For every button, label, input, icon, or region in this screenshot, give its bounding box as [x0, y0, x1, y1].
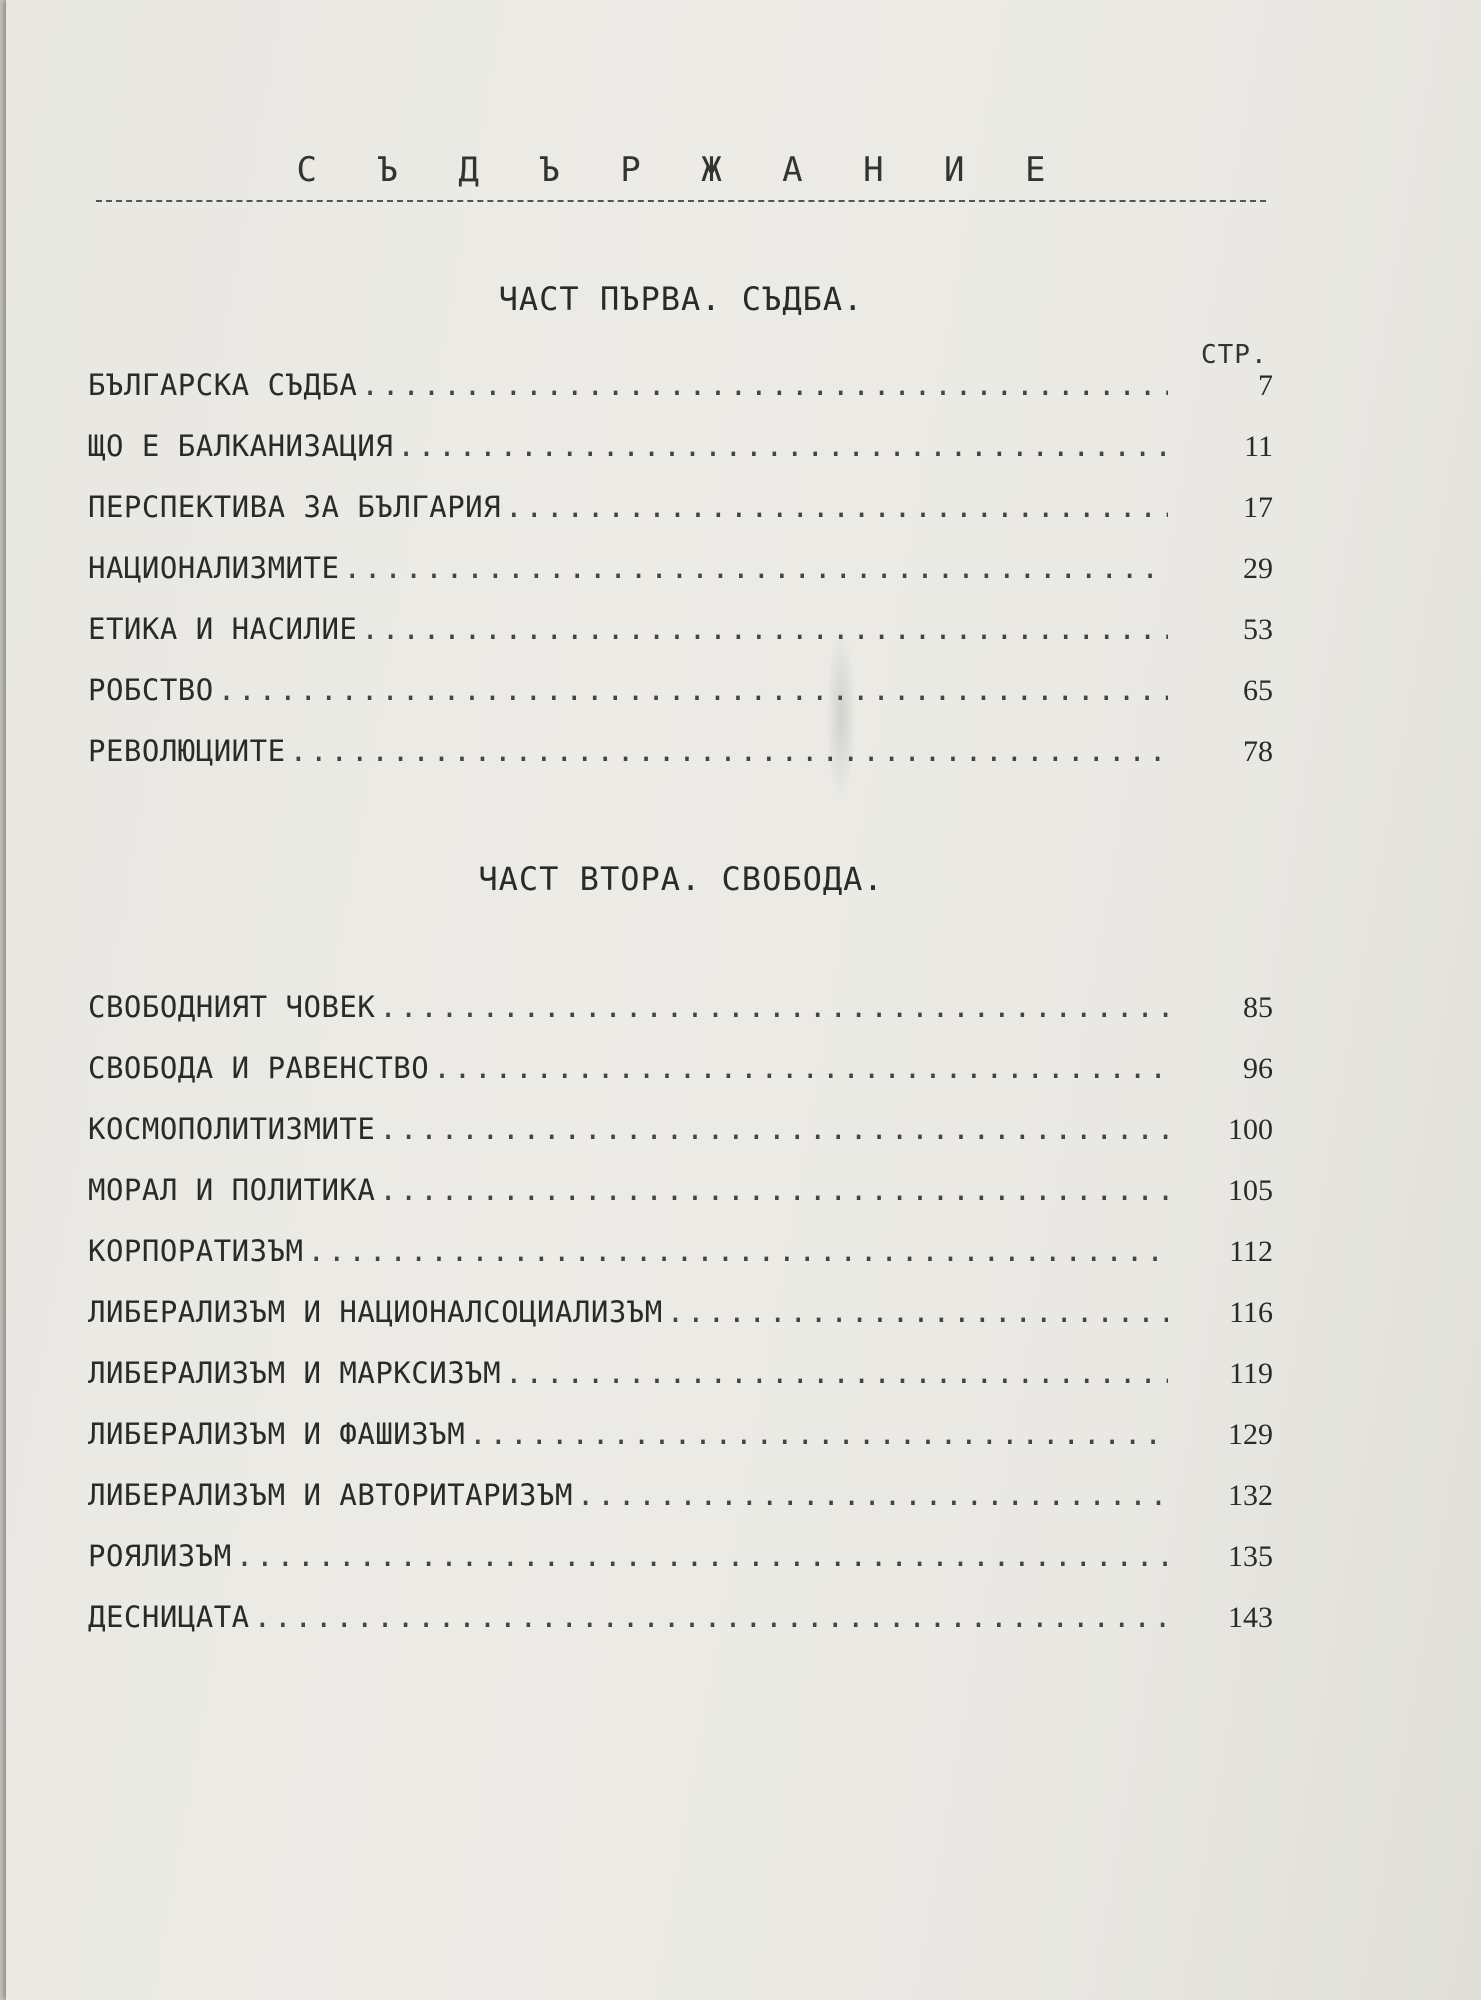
toc-part-one: [88, 368, 1273, 795]
toc-entry-title: ПЕРСПЕКТИВА ЗА БЪЛГАРИЯ: [88, 490, 502, 524]
toc-entry-page: 143: [1228, 1601, 1273, 1634]
toc-part-two: [88, 990, 1273, 1661]
toc-entry-title: РОБСТВО: [88, 673, 214, 707]
toc-entry-page: 132: [1228, 1479, 1273, 1512]
dot-leader: [505, 1356, 1168, 1390]
part-two-heading: ЧАСТ ВТОРА. СВОБОДА.: [478, 860, 884, 898]
toc-entry-page: 85: [1243, 991, 1273, 1024]
toc-entry: [88, 429, 1273, 490]
toc-entry: [88, 1600, 1273, 1661]
dot-leader: [397, 429, 1168, 463]
toc-entry-page: 105: [1228, 1174, 1273, 1207]
page-title: С Ъ Д Ъ Р Ж А Н И Е: [296, 150, 1066, 190]
toc-entry-page: 112: [1229, 1235, 1273, 1268]
toc-entry-title: ЛИБЕРАЛИЗЪМ И МАРКСИЗЪМ: [88, 1356, 502, 1390]
toc-entry-page: 65: [1243, 674, 1273, 707]
toc-entry-page: 17: [1243, 491, 1273, 524]
toc-entry: [88, 1112, 1273, 1173]
toc-entry-title: КОСМОПОЛИТИЗМИТЕ: [88, 1112, 376, 1146]
dot-leader: [577, 1478, 1168, 1512]
document-page: [6, 0, 1481, 2000]
dot-leader: [505, 490, 1168, 524]
toc-entry-title: СВОБОДНИЯТ ЧОВЕК: [88, 990, 376, 1024]
toc-entry-title: ДЕСНИЦАТА: [88, 1600, 250, 1634]
toc-entry: [88, 1234, 1273, 1295]
toc-entry: [88, 551, 1273, 612]
toc-entry-page: 29: [1243, 552, 1273, 585]
dot-leader: [254, 1600, 1168, 1634]
ink-smudge: [826, 630, 856, 800]
toc-entry-title: ЩО Е БАЛКАНИЗАЦИЯ: [88, 429, 394, 463]
toc-entry-title: РОЯЛИЗЪМ: [88, 1539, 232, 1573]
dashed-divider: [96, 200, 1266, 202]
dot-leader: [343, 551, 1168, 585]
toc-entry-title: СВОБОДА И РАВЕНСТВО: [88, 1051, 430, 1085]
toc-entry-page: 119: [1229, 1357, 1273, 1390]
toc-entry-page: 100: [1228, 1113, 1273, 1146]
dot-leader: [433, 1051, 1168, 1085]
toc-entry-title: ЛИБЕРАЛИЗЪМ И ФАШИЗЪМ: [88, 1417, 466, 1451]
toc-entry-page: 11: [1244, 430, 1273, 463]
toc-entry-page: 135: [1228, 1540, 1273, 1573]
toc-entry-page: 116: [1229, 1296, 1273, 1329]
toc-entry-page: 7: [1258, 369, 1273, 402]
dot-leader: [218, 673, 1168, 707]
toc-entry: [88, 1478, 1273, 1539]
dot-leader: [379, 1112, 1168, 1146]
toc-entry-title: ЛИБЕРАЛИЗЪМ И АВТОРИТАРИЗЪМ: [88, 1478, 573, 1512]
dot-leader: [361, 612, 1168, 646]
toc-entry-title: МОРАЛ И ПОЛИТИКА: [88, 1173, 376, 1207]
dot-leader: [308, 1234, 1168, 1268]
toc-entry-title: ЛИБЕРАЛИЗЪМ И НАЦИОНАЛСОЦИАЛИЗЪМ: [88, 1295, 663, 1329]
toc-entry-page: 129: [1228, 1418, 1273, 1451]
toc-entry: [88, 1356, 1273, 1417]
toc-entry-page: 78: [1243, 735, 1273, 768]
toc-entry: [88, 612, 1273, 673]
toc-entry-title: БЪЛГАРСКА СЪДБА: [88, 368, 358, 402]
page-column-label: СТР.: [1201, 340, 1268, 370]
toc-entry: [88, 1539, 1273, 1600]
toc-entry: [88, 990, 1273, 1051]
toc-entry: [88, 1295, 1273, 1356]
toc-entry: [88, 1417, 1273, 1478]
part-one-heading: ЧАСТ ПЪРВА. СЪДБА.: [498, 280, 864, 318]
dot-leader: [667, 1295, 1168, 1329]
toc-entry-title: НАЦИОНАЛИЗМИТЕ: [88, 551, 340, 585]
dot-leader: [469, 1417, 1168, 1451]
toc-entry: [88, 490, 1273, 551]
toc-entry-title: ЕТИКА И НАСИЛИЕ: [88, 612, 358, 646]
toc-entry: [88, 734, 1273, 795]
dot-leader: [379, 990, 1168, 1024]
dot-leader: [290, 734, 1168, 768]
toc-entry-page: 53: [1243, 613, 1273, 646]
toc-entry-title: КОРПОРАТИЗЪМ: [88, 1234, 304, 1268]
toc-entry-page: 96: [1243, 1052, 1273, 1085]
dot-leader: [236, 1539, 1168, 1573]
dot-leader: [361, 368, 1168, 402]
toc-entry-title: РЕВОЛЮЦИИТЕ: [88, 734, 286, 768]
toc-entry: [88, 673, 1273, 734]
toc-entry: [88, 1173, 1273, 1234]
toc-entry: [88, 368, 1273, 429]
toc-entry: [88, 1051, 1273, 1112]
dot-leader: [379, 1173, 1168, 1207]
